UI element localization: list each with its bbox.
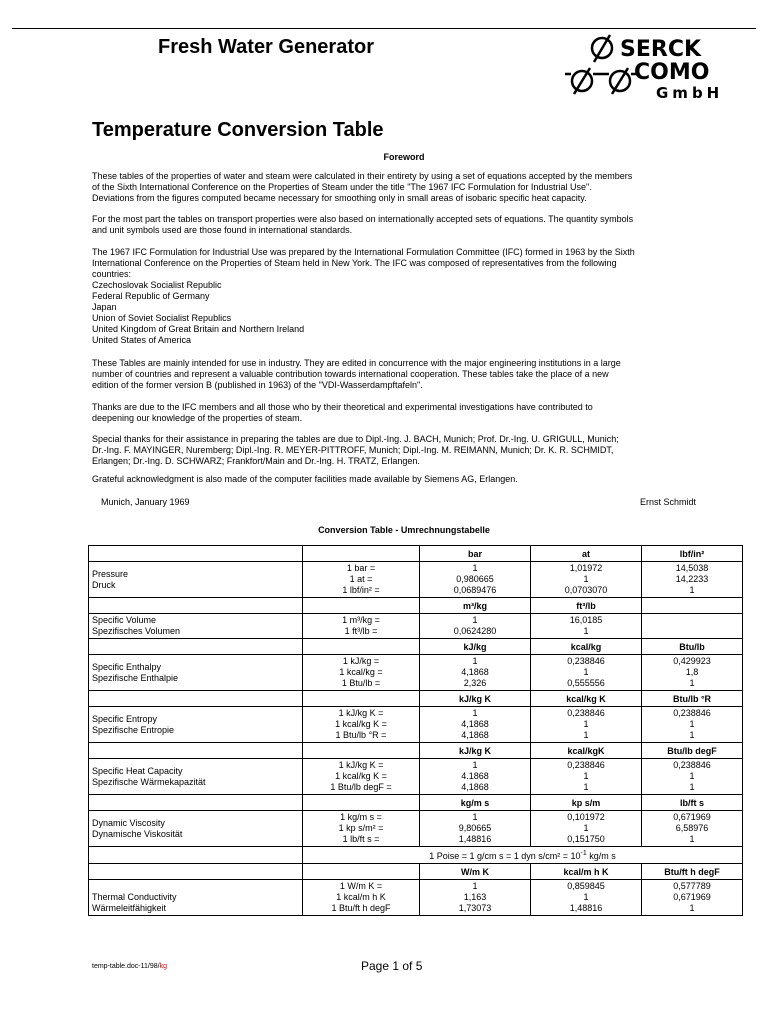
unit-definition-line: 1 bar = (346, 563, 376, 573)
unit-definition-line: 1 Btu/lb °R = (335, 730, 387, 740)
conversion-row (89, 655, 743, 691)
unit-definition-line: 1 kJ/kg K = (338, 708, 384, 718)
factor-value: 1 (689, 719, 695, 729)
conversion-factor (531, 707, 642, 743)
unit-definition (303, 880, 420, 916)
conversion-note (303, 847, 743, 864)
unit-header: kcal/kg K (531, 691, 642, 707)
unit-definition-line: 1 lb/ft s = (342, 834, 380, 844)
factor-value: 0,577789 (673, 881, 711, 891)
factor-value: 1 (472, 615, 478, 625)
paragraph-line: United Kingdom of Great Britain and Northern Ireland (92, 324, 305, 334)
unit-header: lb/ft s (642, 795, 743, 811)
unit-definition (303, 614, 420, 639)
conversion-factor (642, 614, 743, 639)
factor-value: 14,2233 (675, 574, 709, 584)
paragraph-line: of the Sixth International Conference on the Properties of Steam under the title "The 1967 IFC Formulation for Industrial Use". (92, 182, 592, 192)
unit-definition (303, 655, 420, 691)
conversion-row (89, 614, 743, 639)
unit-header: kJ/kg (420, 639, 531, 655)
conversion-factor (420, 614, 531, 639)
factor-value: 0,238846 (673, 760, 711, 770)
factor-value: 1 (583, 782, 589, 792)
conversion-factor (531, 811, 642, 847)
conversion-factor (420, 562, 531, 598)
property-label-line: Spezifisches Volumen (92, 626, 181, 636)
unit-header: m³/kg (420, 598, 531, 614)
unit-header-spacer (89, 546, 303, 562)
foreword-heading: Foreword (383, 152, 425, 162)
factor-value: 1 (689, 903, 695, 913)
signature-place-date: Munich, January 1969 (101, 497, 190, 507)
factor-value: 1 (472, 708, 478, 718)
factor-value: 1 (583, 626, 589, 636)
unit-definition (303, 759, 420, 795)
factor-value: 2,326 (463, 678, 487, 688)
conversion-row (89, 562, 743, 598)
unit-header-spacer (303, 598, 420, 614)
property-label-line: Wärmeleitfähigkeit (92, 903, 167, 913)
unit-header-spacer (303, 795, 420, 811)
conversion-row (89, 811, 743, 847)
foreword-paragraph (92, 358, 724, 391)
document-title: Temperature Conversion Table (92, 119, 384, 141)
unit-header-spacer (89, 743, 303, 759)
factor-value: 1 (689, 834, 695, 844)
paragraph-line: For the most part the tables on transport properties were also based on internationally accepted sets of equations. The quantity symbols (92, 214, 634, 224)
unit-header-spacer (89, 598, 303, 614)
factor-value: 14,5038 (675, 563, 709, 573)
footer-file-path: temp-table.doc-11/98/ (92, 963, 160, 970)
factor-value: 1 (583, 730, 589, 740)
factor-value: 4,1868 (461, 730, 489, 740)
factor-value: 1 (583, 574, 589, 584)
footer-filename (92, 963, 167, 970)
paragraph-line: Erlangen; Dr.-Ing. D. SCHWARZ; Frankfort/Main and Dr.-Ing. H. TRATZ, Erlangen. (92, 456, 420, 466)
factor-value: 1 (583, 892, 589, 902)
property-label-line: Dynamische Viskosität (92, 828, 183, 839)
factor-value: 1 (472, 760, 478, 770)
factor-value: 0,238846 (673, 708, 711, 718)
property-label (89, 562, 303, 598)
unit-header-row (89, 743, 743, 759)
conversion-factor (642, 562, 743, 598)
unit-header-row (89, 795, 743, 811)
unit-definition-line: 1 ft³/lb = (344, 626, 378, 636)
factor-value: 0,238846 (567, 708, 605, 718)
factor-value: 1 (472, 563, 478, 573)
factor-value: 1,48816 (458, 834, 492, 844)
conversion-factor (642, 759, 743, 795)
factor-value: 1,01972 (569, 563, 603, 573)
factor-value: 1 (689, 730, 695, 740)
factor-value: 1 (583, 719, 589, 729)
unit-header-spacer (89, 691, 303, 707)
factor-value: 1 (689, 782, 695, 792)
factor-value: 1,8 (685, 667, 699, 677)
conversion-factor (642, 811, 743, 847)
unit-header: kg/m s (420, 795, 531, 811)
factor-value: 4,1868 (461, 667, 489, 677)
factor-value: 6,58976 (675, 823, 709, 833)
factor-value: 1,48816 (569, 903, 603, 913)
paragraph-line: Deviations from the figures computed became necessary for smoothing only in small areas of isobaric specific heat capacity. (92, 193, 587, 203)
unit-header: Btu/lb °R (642, 691, 743, 707)
factor-value: 0,0624280 (453, 626, 497, 636)
paragraph-line: These tables of the properties of water and steam were calculated in their entirety by using a set of equations accepted by the members (92, 171, 633, 181)
factor-value: 1 (472, 656, 478, 666)
unit-definition-line: 1 Btu/ft h degF (331, 903, 391, 913)
factor-value: 0,859845 (567, 881, 605, 891)
paragraph-line: countries: (92, 269, 132, 279)
paragraph-line: These Tables are mainly intended for use in industry. They are edited in concurrence with the major engineering institutions in a large (92, 358, 621, 368)
unit-header-spacer (303, 546, 420, 562)
unit-header: kp s/m (531, 795, 642, 811)
unit-definition-line: 1 at = (349, 574, 373, 584)
property-label (89, 880, 303, 916)
factor-value: 0,151750 (567, 834, 605, 844)
unit-header-spacer (303, 743, 420, 759)
unit-header: lbf/in² (642, 546, 743, 562)
paragraph-line: Union of Soviet Socialist Republics (92, 313, 232, 323)
factor-value (645, 615, 739, 626)
conversion-table (88, 545, 743, 916)
conversion-row (89, 880, 743, 916)
factor-value: 1 (472, 812, 478, 822)
unit-definition (303, 707, 420, 743)
factor-value: 0,0703070 (564, 585, 608, 595)
property-label (89, 707, 303, 743)
factor-value: 1 (583, 823, 589, 833)
factor-value: 9,80665 (458, 823, 492, 833)
property-label-line: Spezifische Wärmekapazität (92, 776, 206, 787)
conversion-factor (420, 880, 531, 916)
property-label-line: Specific Volume (92, 615, 157, 625)
unit-header-row (89, 864, 743, 880)
conversion-note-row (89, 847, 743, 864)
signature-name: Ernst Schmidt (640, 497, 697, 507)
note-spacer (89, 847, 303, 864)
conversion-factor (642, 707, 743, 743)
unit-definition (303, 562, 420, 598)
conversion-row (89, 707, 743, 743)
note-exponent: -1 (580, 850, 587, 857)
conversion-factor (531, 655, 642, 691)
factor-value: 0,980665 (456, 574, 494, 584)
note-text: 1 Poise = 1 g/cm s = 1 dyn s/cm² = 10 (429, 851, 581, 861)
factor-value: 0,555556 (567, 678, 605, 688)
paragraph-line: Federal Republic of Germany (92, 291, 210, 301)
factor-value: 1 (583, 771, 589, 781)
conversion-factor (420, 759, 531, 795)
foreword-paragraph (92, 402, 724, 424)
unit-definition-line: 1 kJ/kg = (342, 656, 380, 666)
conversion-factor (531, 880, 642, 916)
conversion-factor (642, 880, 743, 916)
property-label-line: Pressure (92, 568, 129, 579)
unit-header: Btu/lb (642, 639, 743, 655)
foreword-paragraph (92, 474, 724, 485)
paragraph-line: and unit symbols used are those found in international standards. (92, 225, 353, 235)
unit-header-row (89, 546, 743, 562)
paragraph-line: Grateful acknowledgment is also made of the computer facilities made available by Siemens AG, Erlangen. (92, 474, 518, 484)
unit-header: ft³/lb (531, 598, 642, 614)
unit-definition (303, 811, 420, 847)
conversion-factor (420, 707, 531, 743)
property-label-line: Spezifische Entropie (92, 724, 175, 735)
factor-value: 0,238846 (567, 656, 605, 666)
property-label (89, 655, 303, 691)
conversion-factor (642, 655, 743, 691)
conversion-factor (420, 655, 531, 691)
conversion-factor (420, 811, 531, 847)
property-label-line: Thermal Conductivity (92, 892, 177, 902)
unit-definition-line: 1 Btu/lb = (341, 678, 381, 688)
conversion-factor (531, 562, 642, 598)
unit-definition-line: 1 kcal/kg K = (335, 719, 387, 729)
paragraph-line: number of countries and represent a valuable contribution towards international cooperation. These tables take the place of a new (92, 369, 609, 379)
paragraph-line: Czechoslovak Socialist Republic (92, 280, 222, 290)
foreword-paragraph (92, 247, 724, 346)
unit-header: kcal/kg (531, 639, 642, 655)
conversion-factor (531, 614, 642, 639)
unit-header: kJ/kg K (420, 691, 531, 707)
foreword-paragraph (92, 434, 724, 467)
factor-value: 1 (689, 585, 695, 595)
unit-definition-line: 1 kg/m s = (340, 812, 382, 822)
property-label (89, 811, 303, 847)
property-label (89, 614, 303, 639)
logo-gmbh: GmbH (656, 84, 724, 102)
unit-header (642, 598, 743, 614)
paragraph-line: The 1967 IFC Formulation for Industrial Use was prepared by the International Formulation Committee (IFC) formed in 1963 by the Sixth (92, 247, 635, 257)
factor-value: 1 (689, 678, 695, 688)
unit-header: kcal/kgK (531, 743, 642, 759)
unit-header-row (89, 598, 743, 614)
unit-header: Btu/ft h degF (642, 864, 743, 880)
factor-value: 0,101972 (567, 812, 605, 822)
foreword-paragraph (92, 214, 724, 236)
paragraph-line: Dr.-Ing. F. MAYINGER, Nuremberg; Dipl.-Ing. R. MEYER-PITTROFF, Munich; Dipl.-Ing. M. REIMANN, Munich; Dr. K. R. SCHMIDT, (92, 445, 614, 455)
paragraph-line: United States of America (92, 335, 192, 345)
factor-value: 0,238846 (567, 760, 605, 770)
factor-value: 4,1868 (461, 719, 489, 729)
unit-header: bar (420, 546, 531, 562)
factor-value: 1 (583, 667, 589, 677)
unit-header-spacer (303, 864, 420, 880)
footer-file-suffix: kg (159, 963, 167, 970)
property-label-line: Spezifische Enthalpie (92, 672, 179, 683)
header-rule (12, 28, 756, 29)
unit-header-row (89, 691, 743, 707)
unit-header: Btu/lb degF (642, 743, 743, 759)
factor-value: 1,73073 (458, 903, 492, 913)
unit-header-spacer (303, 639, 420, 655)
factor-value: 1 (472, 881, 478, 891)
factor-value: 0,671969 (673, 892, 711, 902)
paragraph-line: Thanks are due to the IFC members and all those who by their theoretical and experimental investigations have contributed to (92, 402, 593, 412)
property-label-line: Specific Heat Capacity (92, 765, 183, 776)
unit-definition-line: 1 kcal/m h K (336, 892, 386, 902)
unit-definition-line: 1 Btu/lb degF = (330, 782, 392, 792)
paragraph-line: Special thanks for their assistance in preparing the tables are due to Dipl.-Ing. J. BACH, Munich; Prof. Dr.-Ing. U. GRIGULL, Munich; (92, 434, 619, 444)
unit-header: kcal/m h K (531, 864, 642, 880)
unit-definition-line: 1 kcal/kg K = (335, 771, 387, 781)
factor-value: 0,0689476 (453, 585, 497, 595)
unit-definition-line: 1 W/m K = (339, 881, 383, 891)
property-label-line: Dynamic Viscosity (92, 817, 165, 828)
conversion-table-title: Conversion Table - Umrechnungstabelle (318, 525, 490, 535)
property-label-line (92, 881, 299, 892)
factor-value (645, 626, 739, 637)
unit-definition-line: 1 m³/kg = (342, 615, 380, 625)
unit-header-row (89, 639, 743, 655)
property-label (89, 759, 303, 795)
property-label-line: Specific Enthalpy (92, 661, 162, 672)
paragraph-line: Japan (92, 302, 117, 312)
conversion-factor (531, 759, 642, 795)
unit-header: W/m K (420, 864, 531, 880)
paragraph-line: deepening our knowledge of the properties of steam. (92, 413, 303, 423)
paragraph-line: edition of the former version B (published in 1963) of the "VDI-Wasserdampftafeln". (92, 380, 423, 390)
factor-value: 4,1868 (461, 782, 489, 792)
factor-value: 0,429923 (673, 656, 711, 666)
paragraph-line: International Conference on the Properties of Steam held in New York. The IFC was composed of representatives from the following (92, 258, 617, 268)
logo-como: COMO (634, 60, 710, 85)
factor-value: 1,163 (463, 892, 487, 902)
unit-header: kJ/kg K (420, 743, 531, 759)
factor-value: 1 (689, 771, 695, 781)
factor-value: 4.1868 (461, 771, 489, 781)
conversion-row (89, 759, 743, 795)
unit-header-spacer (303, 691, 420, 707)
foreword-paragraph (92, 171, 724, 204)
unit-header: at (531, 546, 642, 562)
unit-definition-line: 1 kJ/kg K = (338, 760, 384, 770)
unit-definition-line: 1 lbf/in² = (342, 585, 380, 595)
unit-definition-line: 1 kp s/m² = (338, 823, 384, 833)
factor-value: 16,0185 (569, 615, 603, 625)
unit-header-spacer (89, 639, 303, 655)
note-unit: kg/m s (586, 851, 616, 861)
unit-header-spacer (89, 795, 303, 811)
unit-header-spacer (89, 864, 303, 880)
header-title: Fresh Water Generator (158, 36, 374, 58)
logo-serck: SERCK (620, 37, 702, 62)
unit-definition-line: 1 kcal/kg = (339, 667, 383, 677)
footer-page-number: Page 1 of 5 (361, 959, 423, 973)
property-label-line: Specific Entropy (92, 713, 158, 724)
property-label-line: Druck (92, 579, 116, 590)
serck-como-logo (562, 34, 742, 104)
factor-value: 0,671969 (673, 812, 711, 822)
